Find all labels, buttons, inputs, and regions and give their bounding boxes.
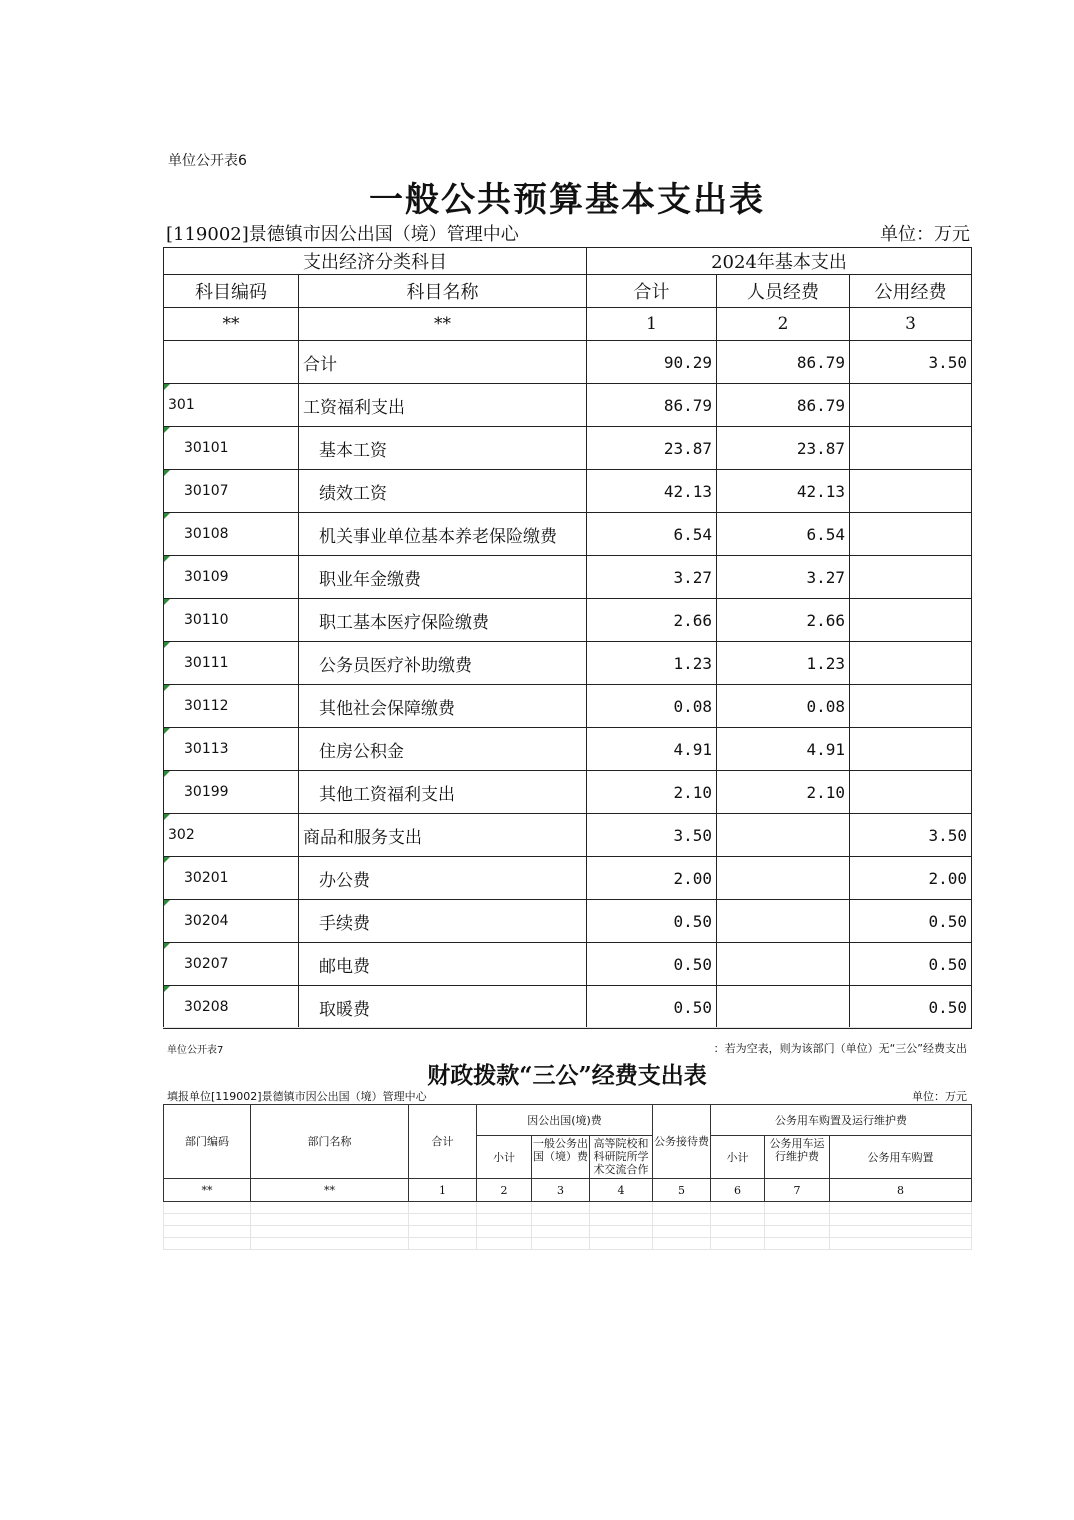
cell-total: 90.29 [587, 341, 717, 384]
cell-personnel: 3.27 [717, 556, 850, 599]
cell-public [850, 599, 972, 642]
table-row [164, 384, 972, 427]
header-code: 科目编码 [164, 275, 299, 308]
cell-public [850, 685, 972, 728]
header-name: 科目名称 [299, 275, 587, 308]
cell-total: 2.66 [587, 599, 717, 642]
blank-cell [765, 1238, 830, 1250]
t7-header-dept-name: 部门名称 [251, 1105, 409, 1179]
cell-personnel: 86.79 [717, 341, 850, 384]
cell-code: 30208 [164, 986, 299, 1029]
cell-personnel: 1.23 [717, 642, 850, 685]
cell-public [850, 556, 972, 599]
table-row [164, 986, 972, 1029]
blank-cell [590, 1214, 653, 1226]
cell-public [850, 728, 972, 771]
table6-unit-name: [119002]景德镇市因公出国（境）管理中心 [166, 224, 519, 245]
table-row [164, 728, 972, 771]
blank-cell [251, 1226, 409, 1238]
index-cell: 2 [717, 308, 850, 341]
table-row [164, 685, 972, 728]
header-group-left: 支出经济分类科目 [164, 248, 587, 275]
blank-cell [765, 1202, 830, 1214]
cell-name: 其他社会保障缴费 [299, 685, 587, 728]
cell-public [850, 427, 972, 470]
blank-cell [164, 1202, 251, 1214]
blank-cell [830, 1214, 972, 1226]
cell-code: 30207 [164, 943, 299, 986]
blank-cell [532, 1238, 590, 1250]
blank-cell [653, 1214, 711, 1226]
cell-public: 0.50 [850, 900, 972, 943]
t7-index-cell: 6 [711, 1179, 765, 1202]
t7-header-abroad-group: 因公出国(境)费 [477, 1105, 653, 1136]
table-row [164, 943, 972, 986]
blank-cell [590, 1238, 653, 1250]
cell-total: 0.50 [587, 986, 717, 1029]
table-row [164, 814, 972, 857]
t7-index-cell: ** [164, 1179, 251, 1202]
cell-total: 86.79 [587, 384, 717, 427]
table-row [164, 556, 972, 599]
cell-name: 邮电费 [299, 943, 587, 986]
cell-total: 1.23 [587, 642, 717, 685]
blank-cell [830, 1202, 972, 1214]
cell-public [850, 642, 972, 685]
cell-public [850, 470, 972, 513]
table-row [164, 427, 972, 470]
index-cell: ** [299, 308, 587, 341]
cell-personnel [717, 900, 850, 943]
cell-name: 绩效工资 [299, 470, 587, 513]
blank-cell [711, 1226, 765, 1238]
cell-personnel: 0.08 [717, 685, 850, 728]
cell-personnel: 23.87 [717, 427, 850, 470]
blank-cell [765, 1226, 830, 1238]
cell-total: 0.50 [587, 943, 717, 986]
table-row [164, 599, 972, 642]
t7-header-vehicle-purchase: 公务用车购置 [830, 1136, 972, 1179]
cell-name: 工资福利支出 [299, 384, 587, 427]
basic-expenditure-table [163, 247, 972, 1029]
t7-index-cell: 1 [409, 1179, 477, 1202]
cell-name: 机关事业单位基本养老保险缴费 [299, 513, 587, 556]
cell-personnel [717, 986, 850, 1029]
cell-personnel [717, 857, 850, 900]
blank-cell [477, 1226, 532, 1238]
table6-tag: 单位公开表6 [168, 153, 247, 169]
t7-index-cell: ** [251, 1179, 409, 1202]
cell-total: 0.50 [587, 900, 717, 943]
cell-total: 0.08 [587, 685, 717, 728]
cell-code: 301 [164, 384, 299, 427]
t7-index-cell: 7 [765, 1179, 830, 1202]
table-row [164, 513, 972, 556]
blank-cell [765, 1214, 830, 1226]
t7-index-cell: 2 [477, 1179, 532, 1202]
cell-total: 6.54 [587, 513, 717, 556]
cell-code: 30108 [164, 513, 299, 556]
blank-cell [653, 1226, 711, 1238]
cell-name: 取暖费 [299, 986, 587, 1029]
cell-name: 公务员医疗补助缴费 [299, 642, 587, 685]
cell-public: 3.50 [850, 814, 972, 857]
blank-cell [164, 1238, 251, 1250]
t7-header-dept-code: 部门编码 [164, 1105, 251, 1179]
cell-code: 30109 [164, 556, 299, 599]
table-row [164, 642, 972, 685]
t7-index-cell: 8 [830, 1179, 972, 1202]
cell-code: 30101 [164, 427, 299, 470]
cell-personnel: 2.10 [717, 771, 850, 814]
table6-unit: 单位：万元 [880, 224, 970, 245]
index-cell: 1 [587, 308, 717, 341]
header-group-right: 2024年基本支出 [587, 248, 972, 275]
cell-total: 2.10 [587, 771, 717, 814]
blank-cell [711, 1214, 765, 1226]
blank-cell [477, 1202, 532, 1214]
t7-index-cell: 4 [590, 1179, 653, 1202]
cell-code [164, 341, 299, 384]
blank-cell [409, 1238, 477, 1250]
index-cell: 3 [850, 308, 972, 341]
cell-personnel: 86.79 [717, 384, 850, 427]
cell-total: 23.87 [587, 427, 717, 470]
blank-cell [711, 1238, 765, 1250]
cell-total: 42.13 [587, 470, 717, 513]
t7-header-abroad-academic-text: 高等院校和科研院所学术交流合作 [593, 1137, 649, 1176]
t7-header-abroad-academic [590, 1136, 653, 1179]
t7-header-abroad-general-text: 一般公务出国（境）费 [533, 1137, 588, 1163]
cell-public: 2.00 [850, 857, 972, 900]
table6-title: 一般公共预算基本支出表 [369, 180, 765, 220]
blank-cell [532, 1202, 590, 1214]
cell-public [850, 771, 972, 814]
blank-cell [251, 1214, 409, 1226]
cell-personnel: 6.54 [717, 513, 850, 556]
blank-cell [251, 1238, 409, 1250]
header-public: 公用经费 [850, 275, 972, 308]
cell-name: 商品和服务支出 [299, 814, 587, 857]
table7-title: 财政拨款“三公”经费支出表 [427, 1062, 707, 1089]
cell-code: 30201 [164, 857, 299, 900]
blank-cell [251, 1202, 409, 1214]
cell-personnel [717, 814, 850, 857]
blank-cell [409, 1226, 477, 1238]
cell-personnel: 4.91 [717, 728, 850, 771]
cell-personnel: 42.13 [717, 470, 850, 513]
table-row [164, 470, 972, 513]
t7-header-abroad-general [532, 1136, 590, 1179]
blank-cell [409, 1202, 477, 1214]
t7-header-vehicle-operation [765, 1136, 830, 1179]
t7-header-vehicle-operation-text: 公务用车运行维护费 [769, 1137, 825, 1163]
cell-personnel: 2.66 [717, 599, 850, 642]
cell-public [850, 384, 972, 427]
blank-cell [590, 1226, 653, 1238]
cell-code: 30112 [164, 685, 299, 728]
cell-total: 2.00 [587, 857, 717, 900]
blank-cell [653, 1202, 711, 1214]
cell-code: 30204 [164, 900, 299, 943]
t7-header-vehicle-subtotal: 小计 [711, 1136, 765, 1179]
table-row [164, 857, 972, 900]
table7-note: ：若为空表，则为该部门（单位）无“三公”经费支出 [713, 1042, 967, 1055]
cell-code: 30111 [164, 642, 299, 685]
three-public-expenses-table [163, 1104, 972, 1250]
cell-name: 手续费 [299, 900, 587, 943]
t7-header-reception: 公务接待费 [653, 1105, 711, 1179]
cell-name: 基本工资 [299, 427, 587, 470]
cell-total: 3.50 [587, 814, 717, 857]
blank-cell [830, 1226, 972, 1238]
blank-cell [477, 1238, 532, 1250]
cell-public: 0.50 [850, 943, 972, 986]
table-row [164, 341, 972, 384]
blank-cell [653, 1238, 711, 1250]
t7-header-abroad-subtotal: 小计 [477, 1136, 532, 1179]
cell-code: 302 [164, 814, 299, 857]
cell-code: 30107 [164, 470, 299, 513]
table-row [164, 900, 972, 943]
table7-org: 填报单位[119002]景德镇市因公出国（境）管理中心 [167, 1090, 427, 1103]
blank-cell [477, 1214, 532, 1226]
table7-tag: 单位公开表7 [167, 1045, 224, 1056]
blank-cell [164, 1214, 251, 1226]
blank-cell [532, 1214, 590, 1226]
cell-name: 职业年金缴费 [299, 556, 587, 599]
t7-header-total: 合计 [409, 1105, 477, 1179]
cell-public: 0.50 [850, 986, 972, 1029]
cell-total: 4.91 [587, 728, 717, 771]
blank-cell [532, 1226, 590, 1238]
table7-unit: 单位：万元 [912, 1090, 967, 1103]
cell-code: 30199 [164, 771, 299, 814]
blank-cell [590, 1202, 653, 1214]
three-public-expenses-section [163, 1027, 971, 1253]
t7-index-cell: 5 [653, 1179, 711, 1202]
cell-name: 住房公积金 [299, 728, 587, 771]
cell-name: 职工基本医疗保险缴费 [299, 599, 587, 642]
cell-name: 其他工资福利支出 [299, 771, 587, 814]
cell-code: 30113 [164, 728, 299, 771]
cell-public: 3.50 [850, 341, 972, 384]
cell-personnel [717, 943, 850, 986]
cell-name: 办公费 [299, 857, 587, 900]
t7-index-cell: 3 [532, 1179, 590, 1202]
cell-total: 3.27 [587, 556, 717, 599]
header-personnel: 人员经费 [717, 275, 850, 308]
blank-cell [409, 1214, 477, 1226]
cell-name: 合计 [299, 341, 587, 384]
t7-header-vehicle-group: 公务用车购置及运行维护费 [711, 1105, 972, 1136]
cell-code: 30110 [164, 599, 299, 642]
cell-public [850, 513, 972, 556]
index-cell: ** [164, 308, 299, 341]
blank-cell [830, 1238, 972, 1250]
header-total: 合计 [587, 275, 717, 308]
blank-cell [164, 1226, 251, 1238]
table-row [164, 771, 972, 814]
blank-cell [711, 1202, 765, 1214]
